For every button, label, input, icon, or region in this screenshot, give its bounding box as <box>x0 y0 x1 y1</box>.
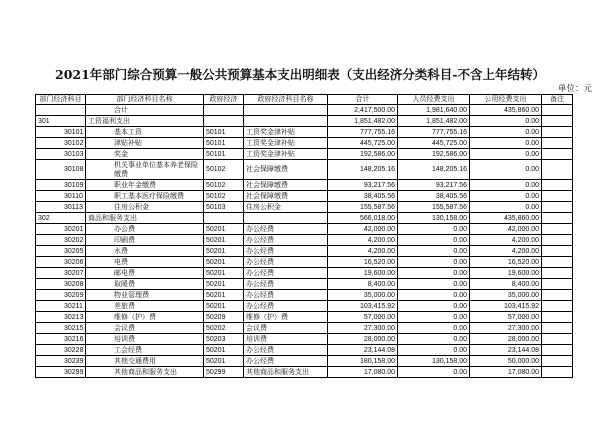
column-header: 政府经济科目名称 <box>244 95 328 105</box>
personnel-cell: 0.00 <box>398 367 470 378</box>
note-cell <box>542 202 573 213</box>
table-row <box>36 202 573 213</box>
gov-name-cell: 维修（护）费 <box>244 312 328 323</box>
note-cell <box>542 235 573 246</box>
public-cell: 0.00 <box>470 138 542 149</box>
table-row <box>36 334 573 345</box>
code-cell: 30101 <box>36 127 86 138</box>
table-row <box>36 257 573 268</box>
public-cell: 0.00 <box>470 180 542 191</box>
gov-name-cell: 工资奖金津补贴 <box>244 138 328 149</box>
personnel-cell: 1,981,640.00 <box>398 105 470 116</box>
public-cell: 4,200.00 <box>470 246 542 257</box>
gov-code-cell: 50101 <box>204 138 244 149</box>
gov-name-cell: 社会保障缴费 <box>244 180 328 191</box>
note-cell <box>542 312 573 323</box>
name-cell: 取暖费 <box>86 279 204 290</box>
table-row <box>36 116 573 127</box>
public-cell: 0.00 <box>470 127 542 138</box>
code-cell: 30206 <box>36 257 86 268</box>
personnel-cell: 0.00 <box>398 224 470 235</box>
public-cell: 50,000.00 <box>470 356 542 367</box>
table-row <box>36 224 573 235</box>
code-cell <box>36 105 86 116</box>
code-cell: 30213 <box>36 312 86 323</box>
personnel-cell: 0.00 <box>398 345 470 356</box>
gov-code-cell: 50201 <box>204 257 244 268</box>
public-cell: 0.00 <box>470 116 542 127</box>
code-cell: 30205 <box>36 246 86 257</box>
gov-code-cell: 50102 <box>204 191 244 202</box>
total-cell: 19,600.00 <box>328 268 398 279</box>
gov-code-cell: 50209 <box>204 312 244 323</box>
total-cell: 445,725.00 <box>328 138 398 149</box>
code-cell: 30103 <box>36 149 86 160</box>
personnel-cell: 130,158.00 <box>398 356 470 367</box>
gov-code-cell: 50102 <box>204 160 244 180</box>
note-cell <box>542 180 573 191</box>
code-cell: 30207 <box>36 268 86 279</box>
table-row <box>36 149 573 160</box>
gov-code-cell: 50201 <box>204 224 244 235</box>
table-row <box>36 127 573 138</box>
column-header: 公用经费支出 <box>470 95 542 105</box>
note-cell <box>542 356 573 367</box>
total-cell: 93,217.56 <box>328 180 398 191</box>
name-cell: 电费 <box>86 257 204 268</box>
personnel-cell: 192,586.00 <box>398 149 470 160</box>
note-cell <box>542 105 573 116</box>
public-cell: 42,000.00 <box>470 224 542 235</box>
personnel-cell: 0.00 <box>398 312 470 323</box>
name-cell: 办公费 <box>86 224 204 235</box>
gov-name-cell: 社会保障缴费 <box>244 191 328 202</box>
code-cell: 30211 <box>36 301 86 312</box>
name-cell: 印刷费 <box>86 235 204 246</box>
personnel-cell: 0.00 <box>398 246 470 257</box>
table-row <box>36 180 573 191</box>
personnel-cell: 93,217.56 <box>398 180 470 191</box>
column-header: 人员经费支出 <box>398 95 470 105</box>
name-cell: 其他商品和服务支出 <box>86 367 204 378</box>
gov-code-cell: 50103 <box>204 202 244 213</box>
code-cell: 30108 <box>36 160 86 180</box>
name-cell: 基本工资 <box>86 127 204 138</box>
code-cell: 30209 <box>36 290 86 301</box>
public-cell: 103,415.92 <box>470 301 542 312</box>
note-cell <box>542 246 573 257</box>
gov-name-cell <box>244 213 328 224</box>
gov-code-cell <box>204 213 244 224</box>
unit-label: 单位：元 <box>557 84 592 94</box>
public-cell: 435,860.00 <box>470 213 542 224</box>
total-cell: 192,586.00 <box>328 149 398 160</box>
note-cell <box>542 290 573 301</box>
gov-name-cell: 培训费 <box>244 334 328 345</box>
table-row <box>36 160 573 180</box>
gov-name-cell: 会议费 <box>244 323 328 334</box>
table-row <box>36 323 573 334</box>
code-cell: 30201 <box>36 224 86 235</box>
table-row <box>36 279 573 290</box>
table-row <box>36 235 573 246</box>
code-cell: 30228 <box>36 345 86 356</box>
column-header: 部门经济科目 <box>36 95 86 105</box>
gov-code-cell: 50201 <box>204 246 244 257</box>
gov-code-cell: 50201 <box>204 345 244 356</box>
name-cell: 会议费 <box>86 323 204 334</box>
personnel-cell: 155,587.56 <box>398 202 470 213</box>
gov-name-cell: 社会保障缴费 <box>244 160 328 180</box>
total-cell: 57,000.00 <box>328 312 398 323</box>
gov-code-cell: 50101 <box>204 127 244 138</box>
personnel-cell: 0.00 <box>398 334 470 345</box>
gov-name-cell: 办公经费 <box>244 268 328 279</box>
note-cell <box>542 268 573 279</box>
gov-code-cell <box>204 116 244 127</box>
personnel-cell: 445,725.00 <box>398 138 470 149</box>
public-cell: 4,200.00 <box>470 235 542 246</box>
total-cell: 8,400.00 <box>328 279 398 290</box>
name-cell: 培训费 <box>86 334 204 345</box>
gov-name-cell <box>244 105 328 116</box>
personnel-cell: 0.00 <box>398 257 470 268</box>
total-cell: 38,405.56 <box>328 191 398 202</box>
total-cell: 4,200.00 <box>328 235 398 246</box>
gov-code-cell: 50299 <box>204 367 244 378</box>
gov-name-cell <box>244 116 328 127</box>
gov-name-cell: 其他商品和服务支出 <box>244 367 328 378</box>
code-cell: 30208 <box>36 279 86 290</box>
note-cell <box>542 224 573 235</box>
name-cell: 物业管理费 <box>86 290 204 301</box>
gov-name-cell: 办公经费 <box>244 345 328 356</box>
gov-name-cell: 办公经费 <box>244 301 328 312</box>
total-cell: 35,000.00 <box>328 290 398 301</box>
personnel-cell: 0.00 <box>398 279 470 290</box>
note-cell <box>542 213 573 224</box>
table-row <box>36 290 573 301</box>
total-cell: 566,018.00 <box>328 213 398 224</box>
total-cell: 28,000.00 <box>328 334 398 345</box>
table-row <box>36 345 573 356</box>
table-row <box>36 356 573 367</box>
table-row <box>36 191 573 202</box>
name-cell: 其他交通费用 <box>86 356 204 367</box>
table-header-row <box>36 95 573 105</box>
personnel-cell: 148,205.16 <box>398 160 470 180</box>
name-cell: 职业年金缴费 <box>86 180 204 191</box>
public-cell: 0.00 <box>470 202 542 213</box>
gov-name-cell: 办公经费 <box>244 356 328 367</box>
budget-table <box>35 94 573 378</box>
table-row <box>36 105 573 116</box>
public-cell: 23,144.08 <box>470 345 542 356</box>
note-cell <box>542 138 573 149</box>
table-row <box>36 312 573 323</box>
total-cell: 180,158.00 <box>328 356 398 367</box>
note-cell <box>542 323 573 334</box>
column-header: 部门经济科目名称 <box>86 95 204 105</box>
column-header: 政府经济 <box>204 95 244 105</box>
code-cell: 302 <box>36 213 86 224</box>
name-cell: 工会经费 <box>86 345 204 356</box>
gov-code-cell: 50201 <box>204 268 244 279</box>
personnel-cell: 0.00 <box>398 268 470 279</box>
code-cell: 30299 <box>36 367 86 378</box>
public-cell: 0.00 <box>470 191 542 202</box>
total-cell: 27,300.00 <box>328 323 398 334</box>
note-cell <box>542 279 573 290</box>
gov-name-cell: 工资奖金津补贴 <box>244 149 328 160</box>
public-cell: 19,600.00 <box>470 268 542 279</box>
public-cell: 35,000.00 <box>470 290 542 301</box>
total-cell: 2,417,500.00 <box>328 105 398 116</box>
personnel-cell: 0.00 <box>398 290 470 301</box>
table-row <box>36 301 573 312</box>
total-cell: 17,080.00 <box>328 367 398 378</box>
total-cell: 4,200.00 <box>328 246 398 257</box>
public-cell: 27,300.00 <box>470 323 542 334</box>
gov-code-cell: 50201 <box>204 235 244 246</box>
personnel-cell: 38,405.56 <box>398 191 470 202</box>
name-cell: 津贴补贴 <box>86 138 204 149</box>
total-cell: 777,755.16 <box>328 127 398 138</box>
personnel-cell: 1,851,482.00 <box>398 116 470 127</box>
gov-code-cell: 50203 <box>204 334 244 345</box>
name-cell: 水费 <box>86 246 204 257</box>
total-cell: 103,415.92 <box>328 301 398 312</box>
gov-name-cell: 办公经费 <box>244 246 328 257</box>
name-cell: 住房公积金 <box>86 202 204 213</box>
name-cell: 邮电费 <box>86 268 204 279</box>
note-cell <box>542 191 573 202</box>
table-row <box>36 138 573 149</box>
code-cell: 30113 <box>36 202 86 213</box>
gov-code-cell: 50201 <box>204 290 244 301</box>
name-cell: 机关事业单位基本养老保险缴费 <box>86 160 204 180</box>
name-cell: 维修（护）费 <box>86 312 204 323</box>
table-row <box>36 268 573 279</box>
name-cell: 奖金 <box>86 149 204 160</box>
public-cell: 57,000.00 <box>470 312 542 323</box>
total-cell: 155,587.56 <box>328 202 398 213</box>
name-cell: 差旅费 <box>86 301 204 312</box>
code-cell: 30102 <box>36 138 86 149</box>
public-cell: 28,000.00 <box>470 334 542 345</box>
code-cell: 301 <box>36 116 86 127</box>
gov-code-cell <box>204 105 244 116</box>
gov-code-cell: 50202 <box>204 323 244 334</box>
public-cell: 0.00 <box>470 160 542 180</box>
gov-code-cell: 50102 <box>204 180 244 191</box>
code-cell: 30216 <box>36 334 86 345</box>
total-cell: 23,144.08 <box>328 345 398 356</box>
note-cell <box>542 116 573 127</box>
gov-name-cell: 办公经费 <box>244 290 328 301</box>
gov-code-cell: 50201 <box>204 279 244 290</box>
total-cell: 1,851,482.00 <box>328 116 398 127</box>
public-cell: 0.00 <box>470 149 542 160</box>
column-header: 备注 <box>542 95 573 105</box>
name-cell: 职工基本医疗保险缴费 <box>86 191 204 202</box>
note-cell <box>542 160 573 180</box>
table-body <box>36 105 573 378</box>
personnel-cell: 130,158.00 <box>398 213 470 224</box>
public-cell: 16,520.00 <box>470 257 542 268</box>
note-cell <box>542 367 573 378</box>
column-header: 合计 <box>328 95 398 105</box>
total-cell: 148,205.16 <box>328 160 398 180</box>
public-cell: 8,400.00 <box>470 279 542 290</box>
code-cell: 30239 <box>36 356 86 367</box>
code-cell: 30215 <box>36 323 86 334</box>
gov-code-cell: 50201 <box>204 301 244 312</box>
name-cell: 工资福利支出 <box>86 116 204 127</box>
total-cell: 42,000.00 <box>328 224 398 235</box>
gov-name-cell: 办公经费 <box>244 279 328 290</box>
code-cell: 30110 <box>36 191 86 202</box>
public-cell: 17,080.00 <box>470 367 542 378</box>
gov-name-cell: 办公经费 <box>244 235 328 246</box>
gov-name-cell: 工资奖金津补贴 <box>244 127 328 138</box>
gov-code-cell: 50101 <box>204 149 244 160</box>
personnel-cell: 0.00 <box>398 323 470 334</box>
table-row <box>36 367 573 378</box>
note-cell <box>542 301 573 312</box>
gov-name-cell: 办公经费 <box>244 224 328 235</box>
code-cell: 30202 <box>36 235 86 246</box>
note-cell <box>542 257 573 268</box>
gov-code-cell: 50201 <box>204 356 244 367</box>
note-cell <box>542 334 573 345</box>
note-cell <box>542 127 573 138</box>
table-row <box>36 246 573 257</box>
name-cell: 合计 <box>86 105 204 116</box>
personnel-cell: 777,755.16 <box>398 127 470 138</box>
page-title: 2021年部门综合预算一般公共预算基本支出明细表（支出经济分类科目-不含上年结转） <box>55 67 545 82</box>
gov-name-cell: 住房公积金 <box>244 202 328 213</box>
code-cell: 30109 <box>36 180 86 191</box>
public-cell: 435,860.00 <box>470 105 542 116</box>
total-cell: 16,520.00 <box>328 257 398 268</box>
name-cell: 商品和服务支出 <box>86 213 204 224</box>
personnel-cell: 0.00 <box>398 301 470 312</box>
table-row <box>36 213 573 224</box>
note-cell <box>542 345 573 356</box>
personnel-cell: 0.00 <box>398 235 470 246</box>
gov-name-cell: 办公经费 <box>244 257 328 268</box>
note-cell <box>542 149 573 160</box>
